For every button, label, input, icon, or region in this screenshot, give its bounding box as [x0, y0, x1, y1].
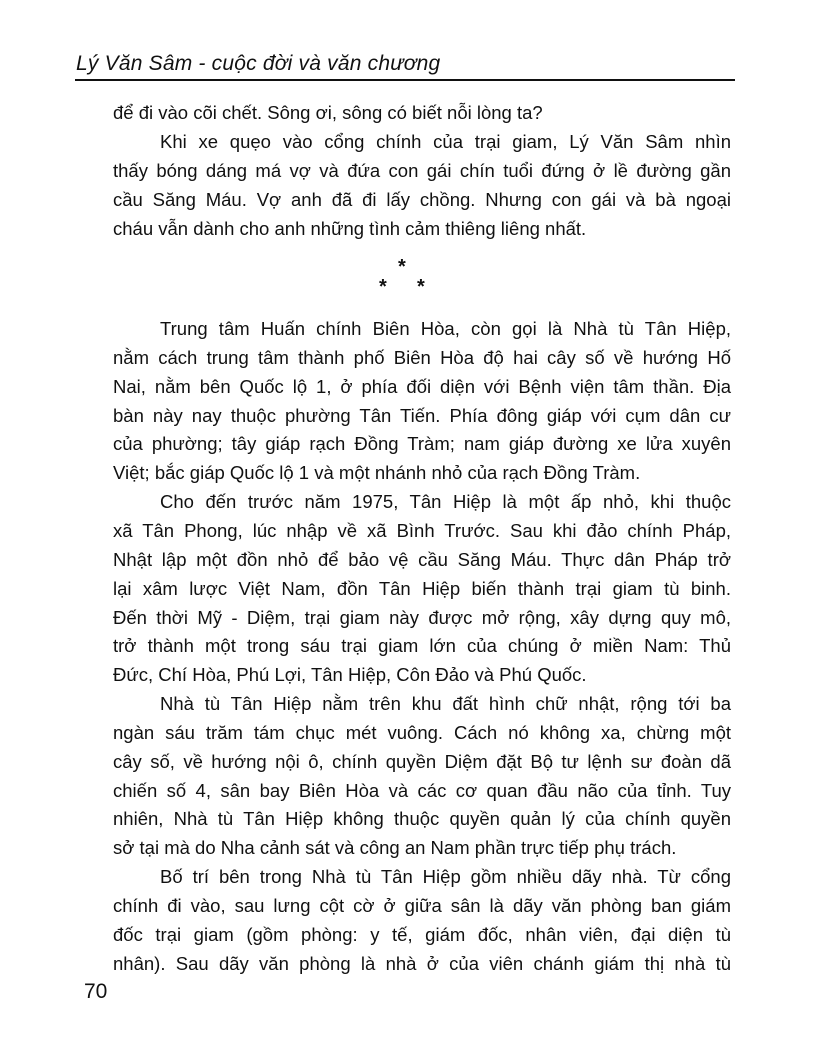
text-line: cầu Săng Máu. Vợ anh đã đi lấy chồng. Nhưng con gái và bà ngoại	[113, 188, 731, 210]
text-line: thấy bóng dáng má vợ và đứa con gái chín tuổi đứng ở lề đường gần	[113, 159, 731, 181]
text-line: Việt; bắc giáp Quốc lộ 1 và một nhánh nhỏ của rạch Đồng Tràm.	[113, 462, 641, 484]
text-line: nhiên, Nhà tù Tân Hiệp không thuộc quyền quản lý của chính quyền	[113, 808, 731, 830]
text-line: lại xâm lược Việt Nam, đồn Tân Hiệp biến thành trại giam tù binh.	[113, 577, 731, 599]
text-line: ngàn sáu trăm tám chục mét vuông. Cách nó không xa, chừng một	[113, 721, 731, 743]
separator-star: *	[417, 276, 425, 298]
text-line: bàn này nay thuộc phường Tân Tiến. Phía đông giáp với cụm dân cư	[113, 404, 731, 426]
text-line: nhân). Sau dãy văn phòng là nhà ở của viên chánh giám thị nhà tù	[113, 952, 731, 974]
text-line: cây số, về hướng nội ô, chính quyền Diệm đặt Bộ tư lệnh sư đoàn dã	[113, 750, 731, 772]
page-number: 70	[84, 980, 108, 1003]
text-line: chính đi vào, sau lưng cột cờ ở giữa sân là dãy văn phòng ban giám	[113, 895, 731, 916]
text-line: Đến thời Mỹ - Diệm, trại giam này được mở rộng, xây dựng quy mô,	[113, 606, 731, 628]
text-line: Cho đến trước năm 1975, Tân Hiệp là một ấp nhỏ, khi thuộc	[160, 491, 731, 513]
text-line: chiến số 4, sân bay Biên Hòa và các cơ quan đầu não của tỉnh. Tuy	[113, 779, 731, 801]
header-rule	[75, 79, 735, 81]
text-line: xã Tân Phong, lúc nhập về xã Bình Trước. Sau khi đảo chính Pháp,	[113, 519, 731, 541]
text-line: Đức, Chí Hòa, Phú Lợi, Tân Hiệp, Côn Đảo và Phú Quốc.	[113, 664, 587, 686]
text-line: Khi xe quẹo vào cổng chính của trại giam, Lý Văn Sâm nhìn	[160, 130, 731, 152]
text-line: trở thành một trong sáu trại giam lớn của chúng ở miền Nam: Thủ	[113, 635, 731, 657]
text-line: nằm cách trung tâm thành phố Biên Hòa độ hai cây số về hướng Hố	[113, 346, 731, 368]
text-line: của phường; tây giáp rạch Đồng Tràm; nam giáp đường xe lửa xuyên	[113, 433, 731, 455]
text-line: Trung tâm Huấn chính Biên Hòa, còn gọi là Nhà tù Tân Hiệp,	[160, 318, 731, 339]
text-line: Bố trí bên trong Nhà tù Tân Hiệp gồm nhiều dãy nhà. Từ cổng	[160, 866, 731, 888]
text-line: sở tại mà do Nha cảnh sát và công an Nam phần trực tiếp phụ trách.	[113, 837, 677, 859]
text-line: Nhật lập một đồn nhỏ để bảo vệ cầu Săng Máu. Thực dân Pháp trở	[113, 548, 731, 570]
text-line: Nai, nằm bên Quốc lộ 1, ở phía đối diện với Bệnh viện tâm thần. Địa	[113, 375, 731, 397]
separator-star: *	[379, 276, 387, 298]
text-line: đốc trại giam (gồm phòng: y tế, giám đốc, nhân viên, đại diện tù	[113, 923, 731, 945]
separator-star: *	[398, 256, 406, 278]
running-header: Lý Văn Sâm - cuộc đời và văn chương	[76, 52, 441, 75]
text-line: cháu vẫn dành cho anh những tình cảm thiêng liêng nhất.	[113, 217, 587, 239]
text-line: để đi vào cõi chết. Sông ơi, sông có biết nỗi lòng ta?	[113, 102, 543, 123]
text-line: Nhà tù Tân Hiệp nằm trên khu đất hình chữ nhật, rộng tới ba	[160, 693, 731, 715]
